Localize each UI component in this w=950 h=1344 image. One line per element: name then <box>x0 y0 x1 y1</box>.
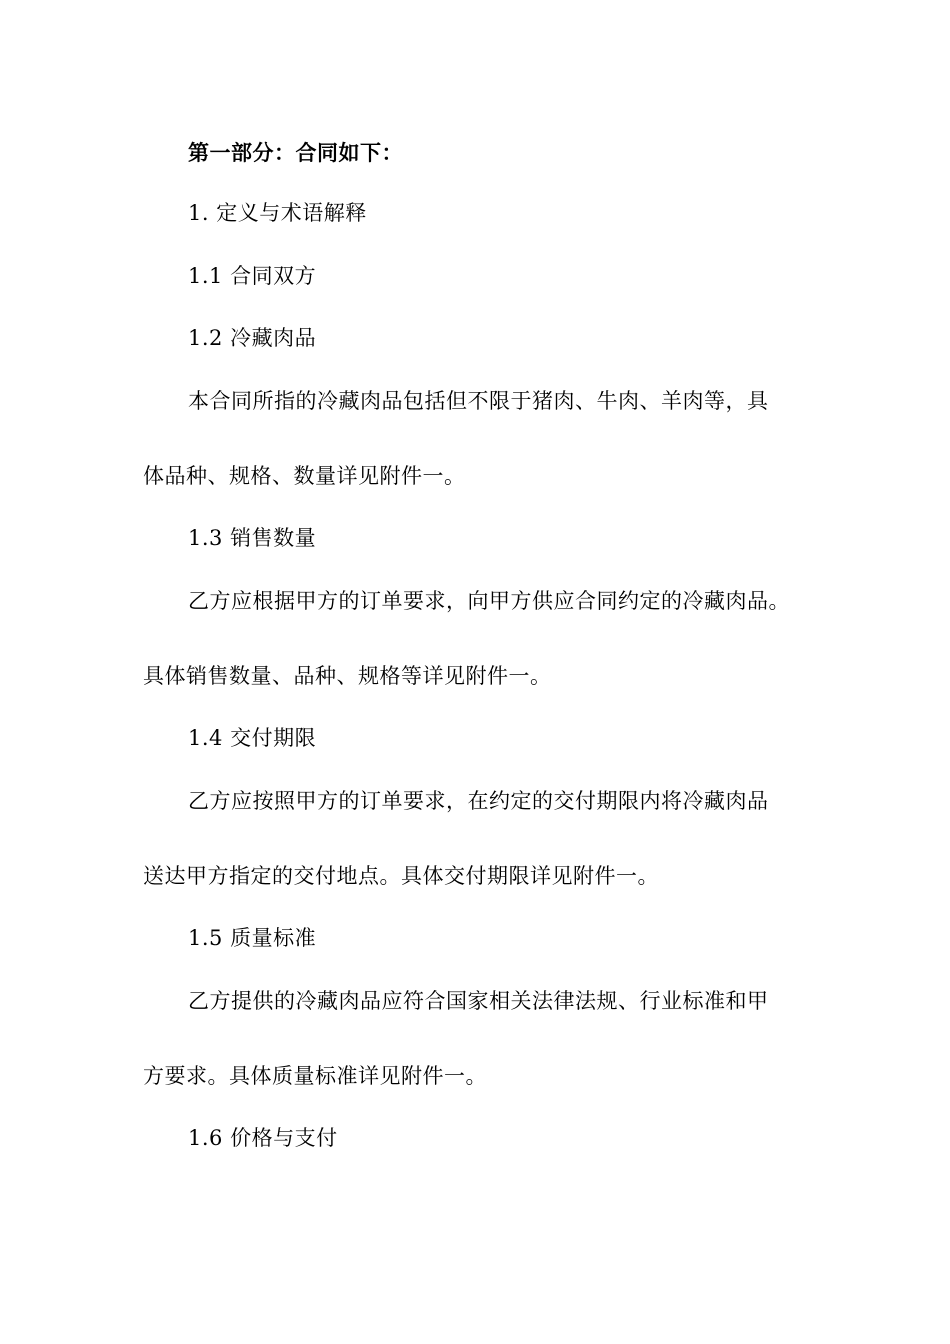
clause-1-4-title: 1.4 交付期限 <box>188 726 317 750</box>
clause-1-2-title: 1.2 冷藏肉品 <box>188 326 317 350</box>
section-heading: 第一部分：合同如下： <box>188 141 403 165</box>
paragraph-line: 具体销售数量、品种、规格等详见附件一。 <box>143 664 552 688</box>
clause-1-6-title: 1.6 价格与支付 <box>188 1126 338 1150</box>
clause-1-3-title: 1.3 销售数量 <box>188 526 317 550</box>
clause-1-title: 1. 定义与术语解释 <box>188 201 367 225</box>
paragraph-line: 方要求。具体质量标准详见附件一。 <box>143 1064 487 1088</box>
paragraph-line: 乙方应根据甲方的订单要求，向甲方供应合同约定的冷藏肉品。 <box>188 589 790 613</box>
paragraph-line: 本合同所指的冷藏肉品包括但不限于猪肉、牛肉、羊肉等，具 <box>188 389 769 413</box>
paragraph-line: 体品种、规格、数量详见附件一。 <box>143 464 466 488</box>
paragraph-line: 送达甲方指定的交付地点。具体交付期限详见附件一。 <box>143 864 659 888</box>
paragraph-line: 乙方提供的冷藏肉品应符合国家相关法律法规、行业标准和甲 <box>188 989 769 1013</box>
clause-1-5-title: 1.5 质量标准 <box>188 926 317 950</box>
clause-1-1-title: 1.1 合同双方 <box>188 264 317 288</box>
paragraph-line: 乙方应按照甲方的订单要求，在约定的交付期限内将冷藏肉品 <box>188 789 769 813</box>
